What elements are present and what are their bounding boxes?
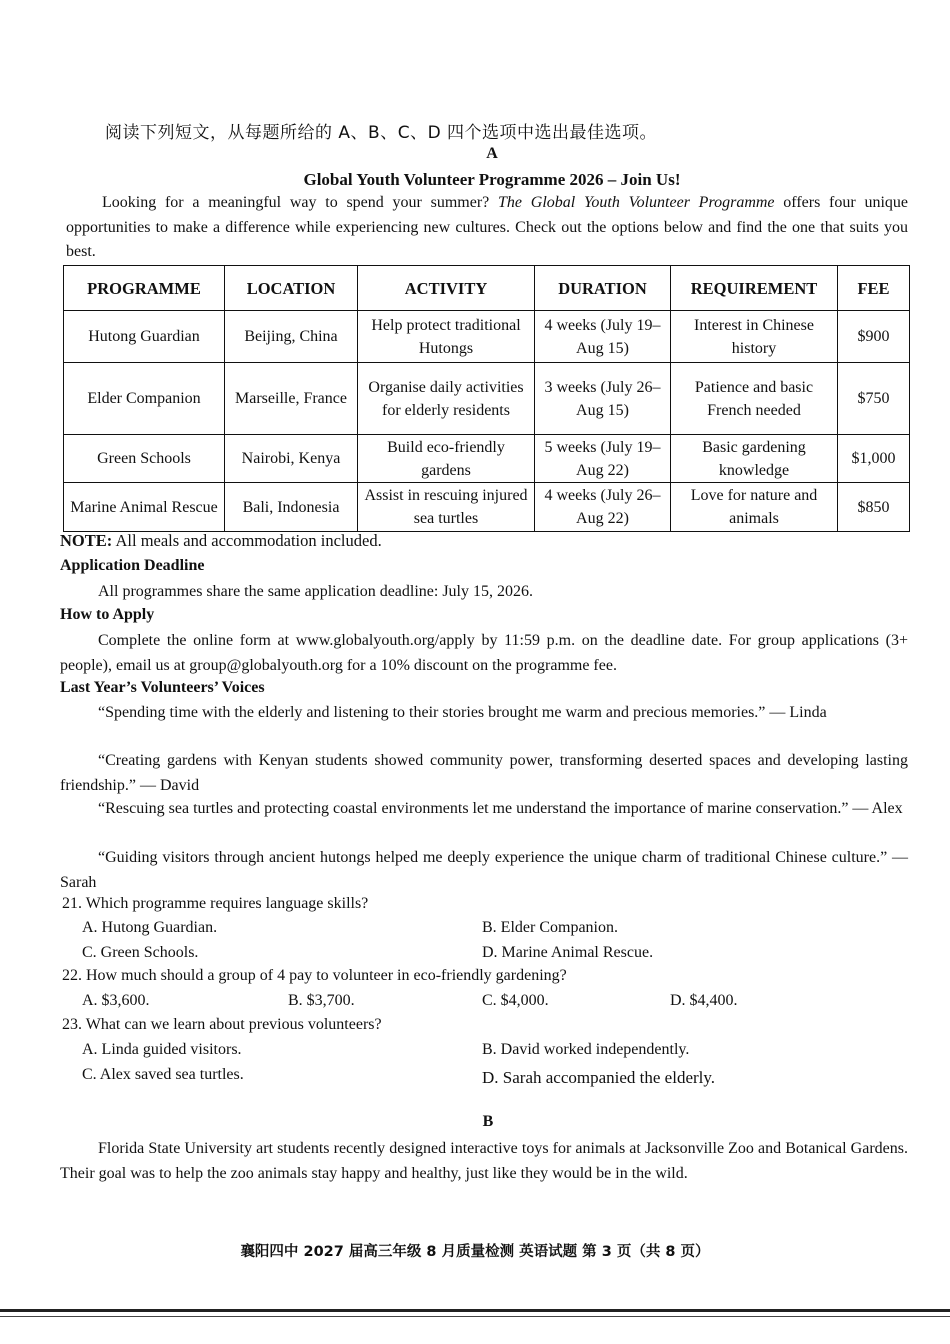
bottom-rule [0,1309,950,1312]
bottom-rule-thin [0,1316,950,1317]
table-note [60,531,382,551]
instruction-text: 阅读下列短文，从每题所给的 A、B、C、D 四个选项中选出最佳选项。 [105,123,658,143]
voice-quote: “Spending time with the elderly and listening to their stories brought me warm and precious memories.” — Linda [98,704,827,721]
question-21-option-b[interactable]: B. Elder Companion. [482,919,618,936]
cell-location: Nairobi, Kenya [225,435,358,483]
section-a-label: A [486,145,498,162]
header-requirement: REQUIREMENT [671,266,838,311]
cell-duration: 3 weeks (July 26–Aug 15) [535,363,671,435]
section-b-label: B [482,1113,494,1130]
question-22-option-b[interactable]: B. $3,700. [288,992,355,1009]
cell-activity: Help protect traditional Hutongs [358,311,535,363]
question-23-option-d[interactable]: D. Sarah accompanied the elderly. [482,1068,716,1087]
cell-fee: $750 [838,363,910,435]
question-23-option-a[interactable]: A. Linda guided visitors. [82,1041,242,1058]
cell-programme: Marine Animal Rescue [64,483,225,532]
voice-quote: “Guiding visitors through ancient hutongs helped me deeply experience the unique charm of traditional Chinese culture.” — Sarah [60,849,908,891]
intro-paragraph [66,191,908,265]
cell-duration: 5 weeks (July 19–Aug 22) [535,435,671,483]
intro-programme-name: The Global Youth Volunteer Programme [498,194,775,211]
cell-fee: $1,000 [838,435,910,483]
cell-duration: 4 weeks (July 26–Aug 22) [535,483,671,532]
cell-activity: Assist in rescuing injured sea turtles [358,483,535,532]
apply-heading: How to Apply [60,606,155,623]
cell-requirement: Patience and basic French needed [671,363,838,435]
header-duration: DURATION [535,266,671,311]
cell-requirement: Love for nature and animals [671,483,838,532]
question-21-option-a[interactable]: A. Hutong Guardian. [82,919,218,936]
table-header-row [64,266,910,311]
note-text: All meals and accommodation included. [112,531,382,550]
cell-programme: Green Schools [64,435,225,483]
cell-programme: Elder Companion [64,363,225,435]
note-label: NOTE: [60,531,113,550]
table-row [64,363,910,435]
cell-requirement: Interest in Chinese history [671,311,838,363]
deadline-heading: Application Deadline [60,557,205,574]
cell-programme: Hutong Guardian [64,311,225,363]
programme-table [63,265,910,532]
question-22-option-d[interactable]: D. $4,400. [670,992,738,1009]
header-activity: ACTIVITY [358,266,535,311]
section-b-paragraph: Florida State University art students recently designed interactive toys for animals at Jacksonville Zoo and Botanical Gardens. Their goal was to help the zoo animals stay happy and healthy, just like they would be in the wild. [60,1140,908,1182]
intro-text-1: Looking for a meaningful way to spend your summer? [102,194,499,211]
cell-activity: Organise daily activities for elderly residents [358,363,535,435]
cell-duration: 4 weeks (July 19–Aug 15) [535,311,671,363]
question-21-option-d[interactable]: D. Marine Animal Rescue. [482,944,654,961]
question-23-option-c[interactable]: C. Alex saved sea turtles. [82,1066,244,1083]
question-23-stem: 23. What can we learn about previous volunteers? [62,1016,382,1033]
cell-requirement: Basic gardening knowledge [671,435,838,483]
voice-quote: “Rescuing sea turtles and protecting coastal environments let me understand the importance of marine conservation.” — Alex [98,800,903,817]
question-23-option-b[interactable]: B. David worked independently. [482,1041,690,1058]
question-21-stem: 21. Which programme requires language skills? [62,895,369,912]
question-22-option-c[interactable]: C. $4,000. [482,992,549,1009]
table-row [64,435,910,483]
cell-location: Marseille, France [225,363,358,435]
header-fee: FEE [838,266,910,311]
cell-fee: $850 [838,483,910,532]
question-21-option-c[interactable]: C. Green Schools. [82,944,199,961]
table-row [64,311,910,363]
table-row [64,483,910,532]
deadline-text: All programmes share the same application deadline: July 15, 2026. [98,583,533,600]
cell-activity: Build eco-friendly gardens [358,435,535,483]
question-22-stem: 22. How much should a group of 4 pay to volunteer in eco-friendly gardening? [62,967,567,984]
question-22-option-a[interactable]: A. $3,600. [82,992,150,1009]
apply-text: Complete the online form at www.globalyouth.org/apply by 11:59 p.m. on the deadline date. For group applications (3+ people), email us at group@globalyouth.org for a 10% discount on the programme fee. [60,632,908,674]
cell-fee: $900 [838,311,910,363]
passage-title: Global Youth Volunteer Programme 2026 – Join Us! [303,170,681,189]
header-location: LOCATION [225,266,358,311]
cell-location: Beijing, China [225,311,358,363]
page-footer: 襄阳四中 2027 届高三年级 8 月质量检测 英语试题 第 3 页（共 8 页） [240,1244,710,1260]
voices-heading: Last Year’s Volunteers’ Voices [60,679,265,696]
intro-text-2: offers four unique opportunities to make a difference while experiencing new cultures. Check out the options below and find the one that suits you best. [66,194,909,260]
voice-quote: “Creating gardens with Kenyan students showed community power, transforming deserted spaces and developing lasting friendship.” — David [60,752,908,794]
header-programme: PROGRAMME [64,266,225,311]
cell-location: Bali, Indonesia [225,483,358,532]
